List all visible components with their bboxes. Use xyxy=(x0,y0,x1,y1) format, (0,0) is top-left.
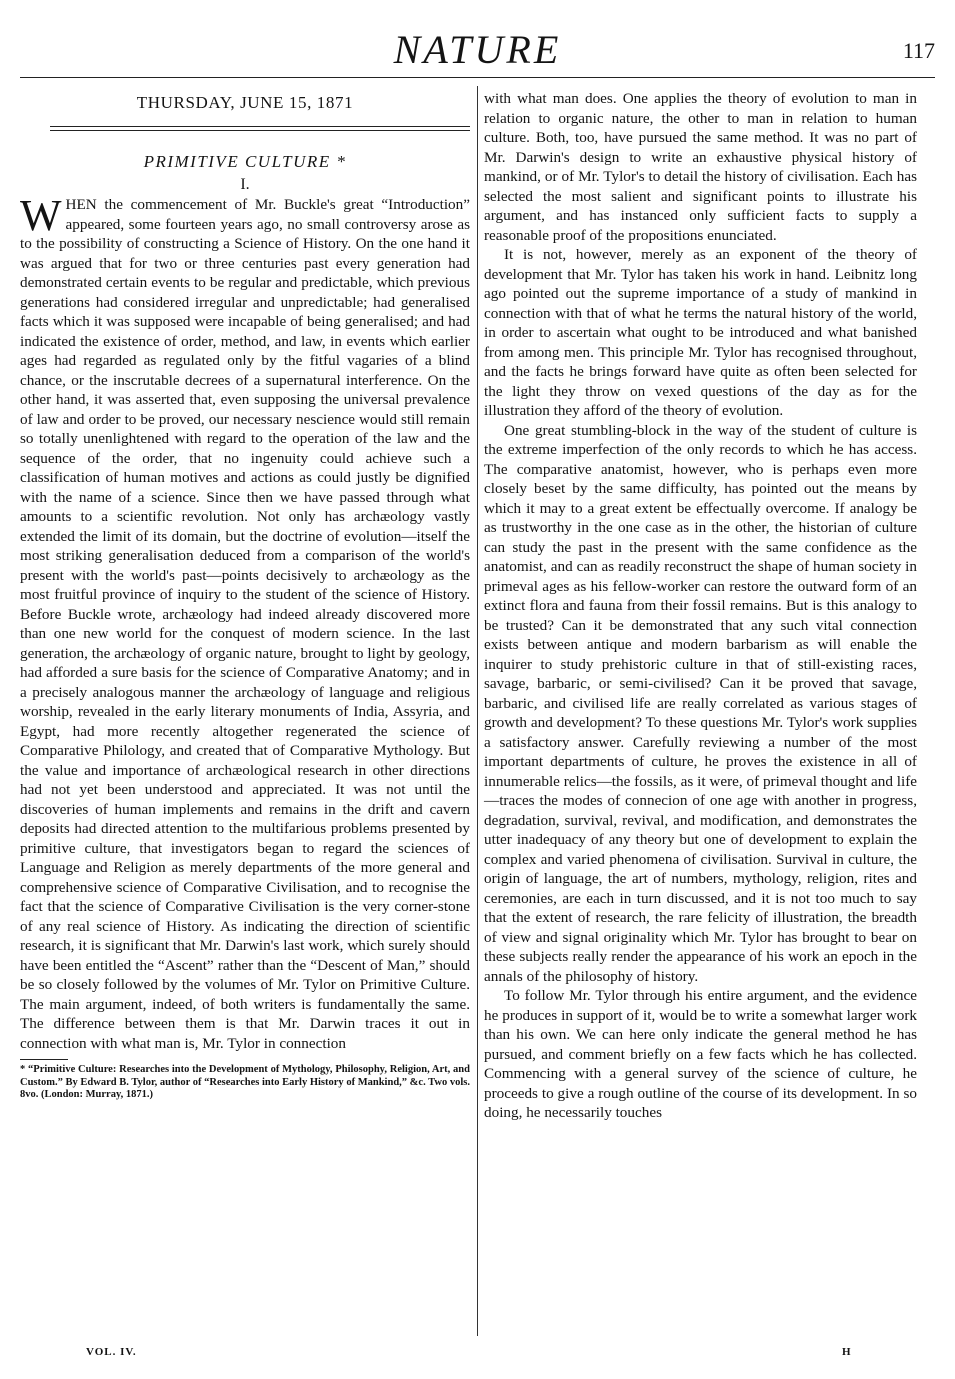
article-title: PRIMITIVE CULTURE * xyxy=(143,152,347,171)
issue-date: THURSDAY, JUNE 15, 1871 xyxy=(136,93,354,112)
signature-mark: H xyxy=(842,1346,852,1358)
paragraph-continued: with what man does. One applies the theory of evolution to man in relation to organic nature, the other to man in relation to human culture. Both, too, have pursued the same method. It was no part of Mr. Darwin's design to write an exhaustive physical history of mankind, or of Mr. Tylor's to detail the history of civilisation. Each has selected the most salient and significant points to illustrate his argument, and has instanced only sufficient facts to supply a reasonable proof of the propositions enunciated. xyxy=(484,90,917,244)
article-body-right xyxy=(484,89,917,1123)
article-body-left xyxy=(20,191,470,1053)
column-divider xyxy=(477,86,478,1336)
left-column xyxy=(20,90,470,1102)
volume-mark: VOL. IV. xyxy=(86,1346,137,1358)
paragraph: One great stumbling-block in the way of the student of culture is the extreme imperfection of the only records to which he has access. The comparative anatomist, however, who is perhaps even more closely beset by the same difficulty, has pointed out the means by which it may to a great extent be effectually overcome. If analogy be as trustworthy in the one case as in the other, the historian of culture can study the past in the present with the same confidence as the anatomist, and can as readily reconstruct the shape of human society in primeval ages as his fellow-worker can restore the outward form of an extinct flora and fauna from their fossil remains. But is this analogy to be trusted? Can it be demonstrated that any such vital connection exists between antique and modern barbarism as will enable the inquirer to study prehistoric culture in that of still-existing races, savage, barbaric, or semi-civilised? Can it be proved that savage, barbaric, and civilised life are really correlated as various stages of growth and development? To these questions Mr. Tylor's work supplies a satisfactory answer. Carefully reviewing a number of the most important departments of culture, he proves the existence in all of innumerable relics—the fossils, as it were, of primeval thought and life—traces the modes of connecion of one age with another in progress, degradation, survival, revival, and modification, and demonstrates the utter inadequacy of any theory but one of development to explain the complex and varied phenomena of civilisation. Survival in culture, the origin of language, the art of numbers, mythology, religion, rites and ceremonies, are each in turn discussed, and it is not too much to say that the extent of research, the rare felicity of illustration, the breadth of view and signal originality which Mr. Tylor has brought to bear on these subjects really render the appearance of his work an epoch in the annals of the philosophy of history. xyxy=(484,421,917,985)
footnote-rule xyxy=(20,1059,68,1060)
masthead xyxy=(20,28,935,78)
page-number: 117 xyxy=(902,38,935,63)
right-column xyxy=(484,89,917,1123)
date-double-rule xyxy=(50,126,470,131)
paragraph: It is not, however, merely as an exponent of the theory of development that Mr. Tylor has taken his work in hand. Leibnitz long ago pointed out the supreme importance of a study of mankind in connection with that of what he terms the natural history of the world, in order to ascertain what ought to be introduced and what banished from among men. This principle Mr. Tylor has recognised throughout, and the facts he brings forward have quite as often been selected for the light they throw on vexed questions of the day as for the illustration they afford of the theory of evolution. xyxy=(484,246,917,419)
footnote: * “Primitive Culture: Researches into the Development of Mythology, Philosophy, Religion, Art, and Custom.” By Edward B. Tylor, author of “Researches into Early History of Mankind,” &c. Two vols. 8vo. (London: Murray, 1871.) xyxy=(20,1064,470,1100)
section-numeral: I. xyxy=(240,176,250,193)
drop-cap: W xyxy=(20,191,62,240)
header-rule xyxy=(20,77,935,78)
opening-paragraph-text: HEN the commencement of Mr. Buckle's great “Introduction” appeared, some fourteen years ago, no small controversy arose as to the possibility of constructing a Science of History. On the one hand it was argued that for two or three centuries past every generation had demonstrated certain events to be regular and predictable, which previous generations had considered irregular and unpredictable; had generalised facts which it was supposed were incapable of being generalised; and had indicated the existence of order, method, and law, in events which earlier ages had regarded as regulated only by the fitful vagaries of a blind chance, or the inscrutable decrees of a supernatural interference. On the other hand, it was asserted that, even supposing the universal prevalence of law and order to be proved, our necessary nescience would still remain so totally unenlightened with regard to the operation of the law and the sequence of the order, that no ingenuity could achieve such a classification of human motives and actions as could justly be dignified with the name of a science. Since then we have passed through what amounts to a scientific revolution. Not only has archæology vastly extended the limit of its domain, but the doctrine of evolution—itself the most striking generalisation deduced from a comparison of the world's present with the world's past—points decisively to archæology as the most fruitful province of inquiry to the student of the science of History. Before Buckle wrote, archæology had indeed already discovered more than one new world for the conquest of modern science. In the last generation, the archæology of organic nature, brought to light by geology, had afforded a sure basis for the science of Comparative Anatomy; and in a precisely analogous manner the archæology of language and religious worship, revealed in the early literary monuments of India, Assyria, and Egypt, had more recently altogether regenerated the science of Comparative Philology, and created that of Comparative Mythology. But the value and importance of archæological research in other directions had not yet been understood and appreciated. It was not until the discoveries of human implements and remains in the drift and cavern deposits had directed attention to the multifarious problems presented by primitive culture, that investigators began to regard the sciences of Language and Religion as merely departments of the more general and comprehensive science of Comparative Civilisation, and to recognise the fact that the science of Comparative Civilisation is the very corner-stone of any real science of History. As indicating the direction of scientific research, it is significant that Mr. Darwin's last work, which surely should have been entitled the “Ascent” rather than the “Descent of Man,” should be so closely followed by the volumes of Mr. Tylor on Primitive Culture. The main argument, indeed, of both writers is fundamentally the same. The difference between them is that Mr. Darwin traces it out in connection with what man is, Mr. Tylor in connection xyxy=(20,196,470,1052)
journal-title: NATURE xyxy=(393,27,562,72)
paragraph: To follow Mr. Tylor through his entire argument, and the evidence he produces in support of it, would be to write a somewhat larger work than his own. We can here only indicate the general method he has pursued, and comment briefly on a few facts which he has collected. Commencing with a general survey of the science of culture, he proceeds to give a rough outline of the course of its development. In so doing, he necessarily touches xyxy=(484,987,917,1121)
opening-paragraph xyxy=(20,191,470,1053)
